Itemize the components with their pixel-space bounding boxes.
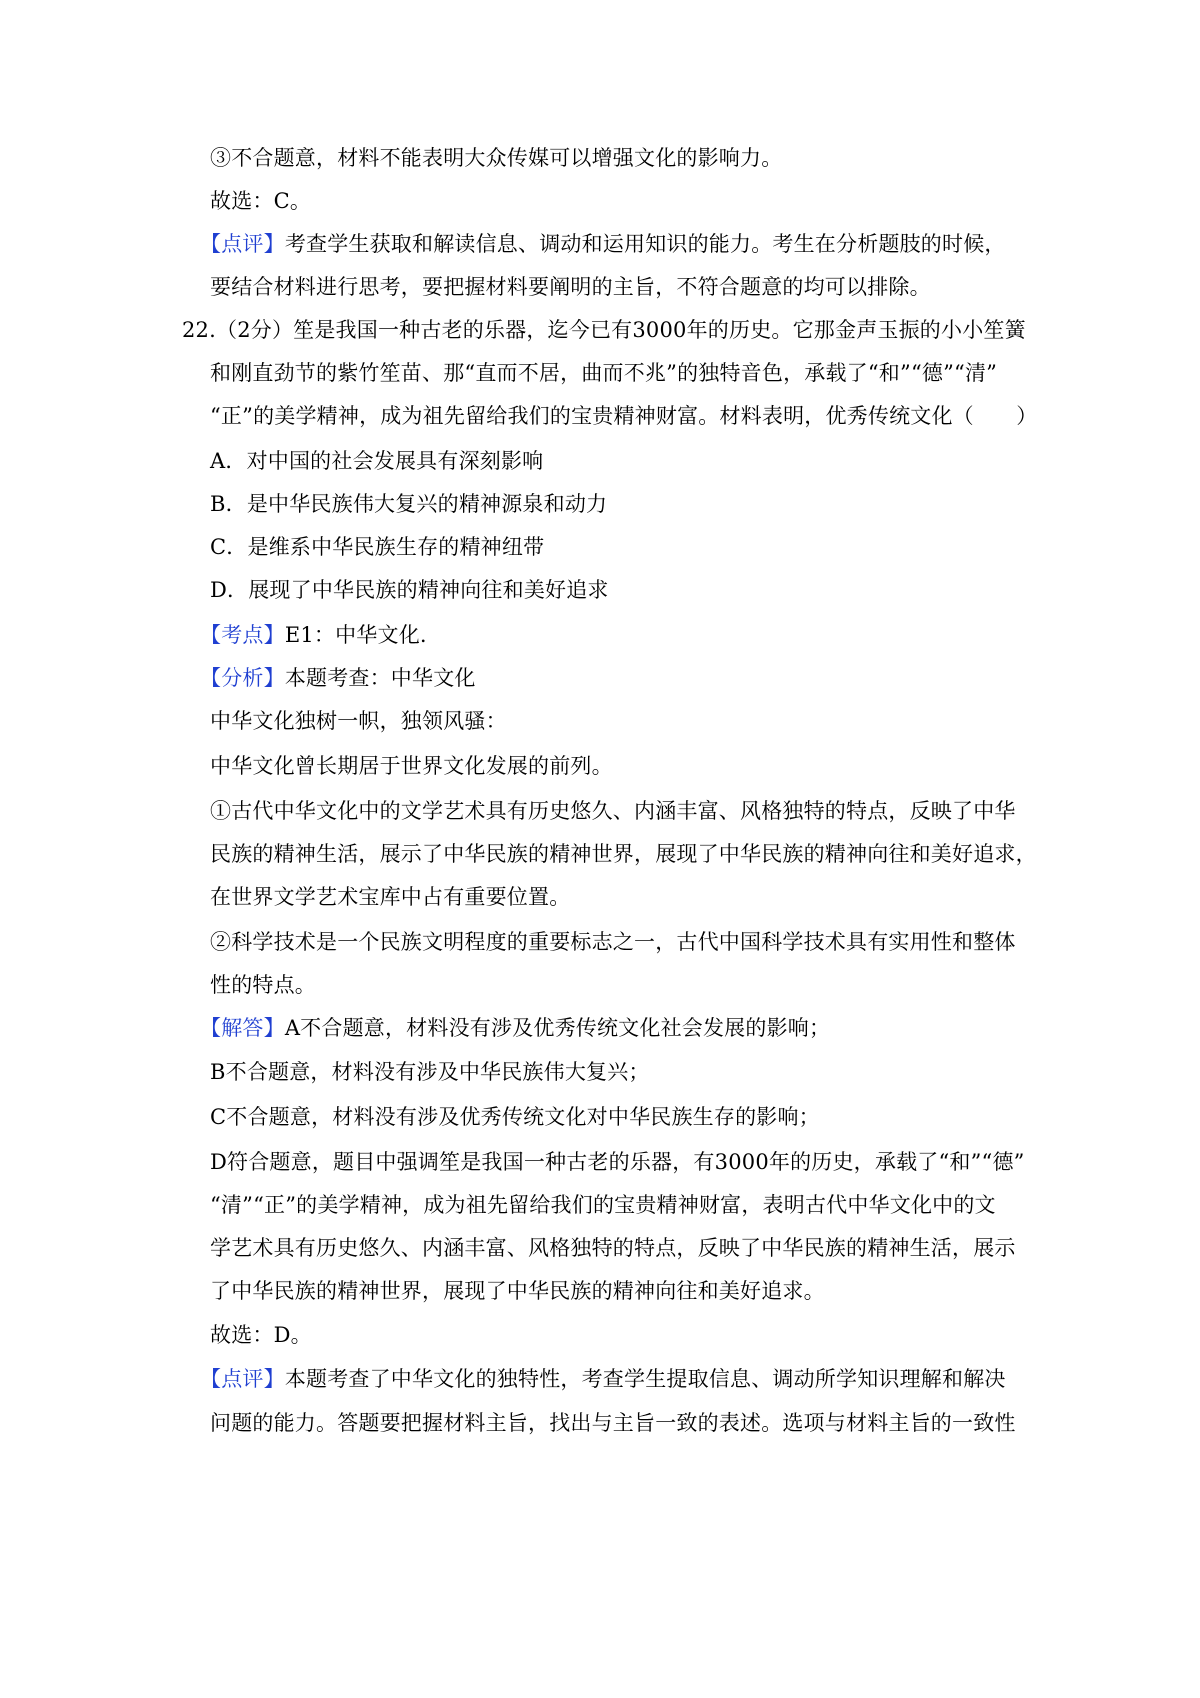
solution-line: 学艺术具有历史悠久、内涵丰富、风格独特的特点，反映了中华民族的精神生活，展示	[210, 1236, 1016, 1260]
option-b: B．是中华民族伟大复兴的精神源泉和动力	[210, 492, 608, 516]
prev-comment-line1	[200, 229, 1006, 259]
option-d: D．展现了中华民族的精神向往和美好追求	[210, 578, 609, 602]
analysis-line: 中华文化曾长期居于世界文化发展的前列。	[210, 754, 613, 778]
solution-line: “清”“正”的美学精神，成为祖先留给我们的宝贵精神财富，表明古代中华文化中的文	[210, 1193, 996, 1217]
answer-line: 故选：D。	[210, 1323, 312, 1347]
prev-answer: 故选：C。	[210, 189, 312, 213]
fenxi-tag: 【分析】	[200, 666, 285, 690]
analysis-line: 性的特点。	[210, 973, 316, 997]
option-c: C．是维系中华民族生存的精神纽带	[210, 535, 545, 559]
jieda-text: A不合题意，材料没有涉及优秀传统文化社会发展的影响；	[284, 1016, 831, 1040]
option-a: A．对中国的社会发展具有深刻影响	[210, 449, 544, 473]
jieda-tag: 【解答】	[200, 1016, 285, 1040]
solution-line: 了中华民族的精神世界，展现了中华民族的精神向往和美好追求。	[210, 1279, 825, 1303]
analysis-line: 中华文化独树一帜，独领风骚：	[210, 709, 507, 733]
fenxi-line	[200, 663, 476, 693]
analysis-line: ①古代中华文化中的文学艺术具有历史悠久、内涵丰富、风格独特的特点，反映了中华	[210, 799, 1016, 823]
solution-line: D符合题意，题目中强调笙是我国一种古老的乐器，有3000年的历史，承载了“和”“德”	[210, 1150, 1025, 1174]
dianping-text: 本题考查了中华文化的独特性，考查学生提取信息、调动所学知识理解和解决	[284, 1367, 1006, 1391]
dianping-line2: 问题的能力。答题要把握材料主旨，找出与主旨一致的表述。选项与材料主旨的一致性	[210, 1411, 1016, 1435]
kaodian-line	[200, 620, 427, 650]
dianping-line1	[200, 1364, 1006, 1394]
fenxi-text: 本题考查：中华文化	[284, 666, 476, 690]
solution-line: B不合题意，材料没有涉及中华民族伟大复兴；	[210, 1060, 650, 1084]
kaodian-text: E1：中华文化.	[284, 623, 427, 647]
analysis-line: 在世界文学艺术宝库中占有重要位置。	[210, 885, 571, 909]
jieda-line	[200, 1013, 830, 1043]
analysis-line: ②科学技术是一个民族文明程度的重要标志之一，古代中国科学技术具有实用性和整体	[210, 930, 1016, 954]
prev-item-3: ③不合题意，材料不能表明大众传媒可以增强文化的影响力。	[210, 146, 783, 170]
comment-text: 考查学生获取和解读信息、调动和运用知识的能力。考生在分析题肢的时候，	[284, 232, 1006, 256]
question-22-stem-line2: 和刚直劲节的紫竹笙苗、那“直而不居，曲而不兆”的独特音色，承载了“和”“德”“清”	[210, 361, 998, 385]
comment-tag: 【点评】	[200, 232, 285, 256]
question-22-stem-line1: 22.（2分）笙是我国一种古老的乐器，迄今已有3000年的历史。它那金声玉振的小小笙簧	[182, 318, 1026, 342]
analysis-line: 民族的精神生活，展示了中华民族的精神世界，展现了中华民族的精神向往和美好追求，	[210, 842, 1037, 866]
dianping-tag: 【点评】	[200, 1367, 285, 1391]
kaodian-tag: 【考点】	[200, 623, 285, 647]
question-22-stem-line3: “正”的美学精神，成为祖先留给我们的宝贵精神财富。材料表明，优秀传统文化（ ）	[210, 404, 1038, 428]
solution-line: C不合题意，材料没有涉及优秀传统文化对中华民族生存的影响；	[210, 1105, 820, 1129]
prev-comment-line2: 要结合材料进行思考，要把握材料要阐明的主旨，不符合题意的均可以排除。	[210, 275, 931, 299]
